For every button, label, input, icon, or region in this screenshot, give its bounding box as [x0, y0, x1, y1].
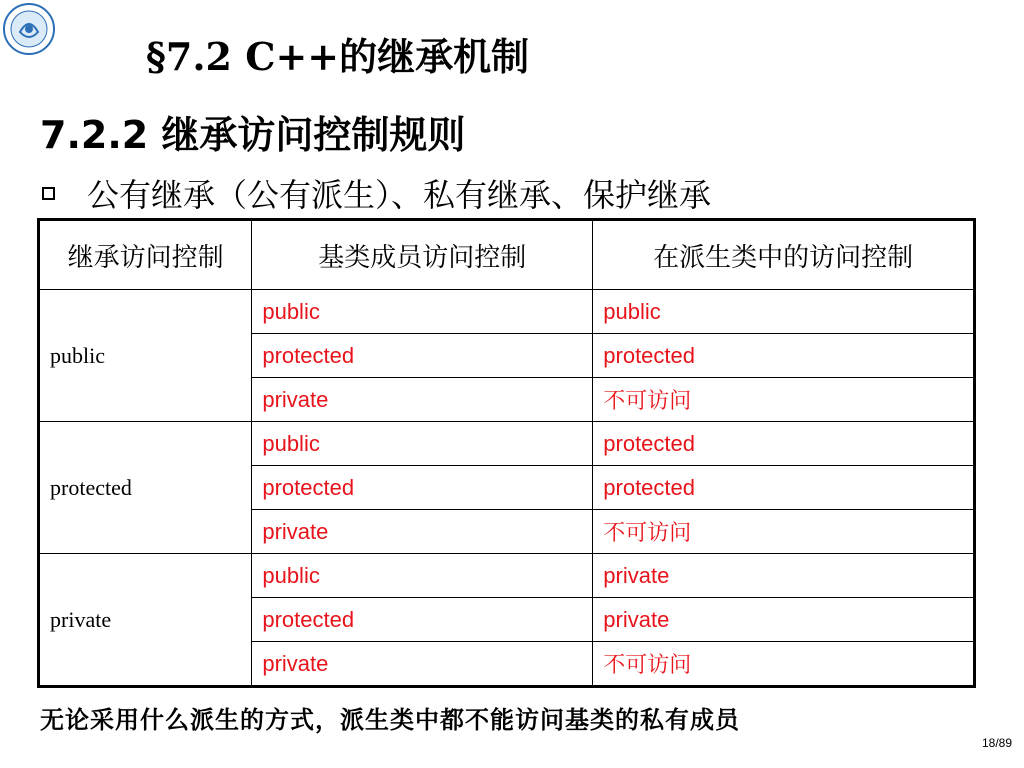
derived-access-cell: protected [593, 422, 975, 466]
bullet-square-icon [42, 187, 55, 200]
inheritance-mode-cell: public [39, 290, 252, 422]
table-row [39, 290, 975, 334]
table-row [39, 422, 975, 466]
bullet-text: 公有继承（公有派生）、私有继承、保护继承 [87, 176, 712, 214]
base-access-cell: public [252, 290, 593, 334]
inheritance-mode-cell: private [39, 554, 252, 687]
derived-access-cell: public [593, 290, 975, 334]
inheritance-mode-cell: protected [39, 422, 252, 554]
base-access-cell: public [252, 422, 593, 466]
table-header-row [39, 220, 975, 290]
derived-access-cell: private [593, 554, 975, 598]
base-access-cell: private [252, 642, 593, 687]
header-inheritance-mode: 继承访问控制 [39, 220, 252, 290]
header-derived-access: 在派生类中的访问控制 [593, 220, 975, 290]
access-control-table [37, 218, 976, 688]
derived-access-cell: private [593, 598, 975, 642]
university-seal-logo [2, 2, 56, 56]
bullet-item [42, 170, 711, 216]
derived-access-cell: 不可访问 [593, 510, 975, 554]
derived-access-cell: 不可访问 [593, 642, 975, 687]
base-access-cell: public [252, 554, 593, 598]
table-row [39, 554, 975, 598]
base-access-cell: private [252, 510, 593, 554]
base-access-cell: protected [252, 598, 593, 642]
derived-access-cell: protected [593, 334, 975, 378]
header-base-member-access: 基类成员访问控制 [252, 220, 593, 290]
derived-access-cell: protected [593, 466, 975, 510]
section-heading: 7.2.2 继承访问控制规则 [40, 113, 466, 157]
footnote-text: 无论采用什么派生的方式，派生类中都不能访问基类的私有成员 [40, 706, 740, 734]
base-access-cell: protected [252, 466, 593, 510]
page-number: 18/89 [981, 736, 1012, 750]
slide-title: §7.2 C++的继承机制 [146, 34, 530, 79]
base-access-cell: protected [252, 334, 593, 378]
base-access-cell: private [252, 378, 593, 422]
derived-access-cell: 不可访问 [593, 378, 975, 422]
